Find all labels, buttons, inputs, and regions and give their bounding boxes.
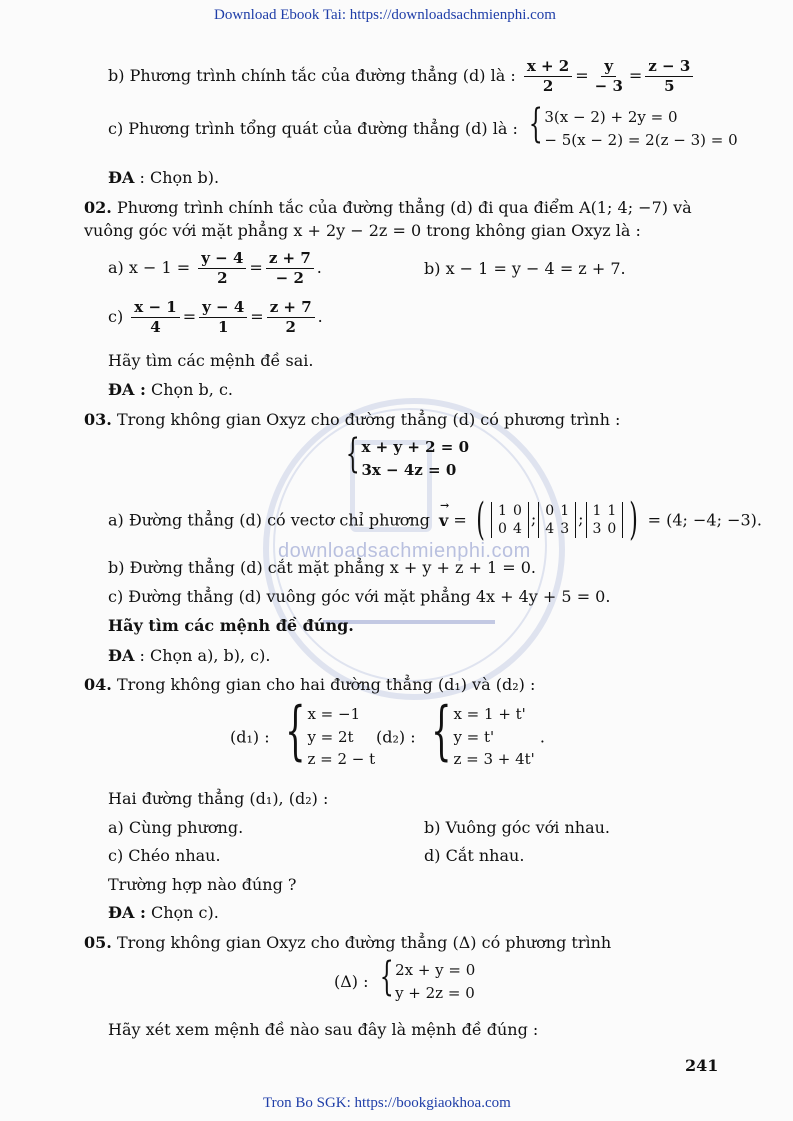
q02-a-frac2: $\frac{z + 7}{- 2}$ [266, 249, 314, 288]
q01-b-text: b) Phương trình chính tắc của đường thẳng (d) là : [108, 65, 516, 85]
q03-system: { x + y + 2 = 0 3x − 4z = 0 [345, 431, 470, 479]
q01-c-system: { 3(x − 2) + 2y = 0 − 5(x − 2) = 2(z − 3) = 0 [528, 101, 738, 149]
q02-c-frac3: $\frac{z + 7}{2}$ [267, 298, 315, 337]
q02-c-frac1: $\frac{x - 1}{4}$ [131, 298, 179, 337]
q01-b-frac1: $\frac{x + 2}{2}$ [524, 57, 572, 96]
q02-answer: ĐA : Chọn b, c. [108, 380, 233, 399]
q01-answer: ĐA : Chọn b). [108, 168, 220, 187]
q01-option-c [108, 101, 738, 151]
q03-option-c: c) Đường thẳng (d) vuông góc với mặt phẳng 4x + 4y + 5 = 0. [108, 587, 611, 606]
q05-system: (Δ) : { 2x + y = 0 y + 2z = 0 [334, 954, 476, 1002]
q04-question2: Trường hợp nào đúng ? [108, 875, 297, 894]
q02-question: Hãy tìm các mệnh đề sai. [108, 351, 314, 370]
footer-link[interactable]: Tron Bo SGK: https://bookgiaokhoa.com [263, 1095, 511, 1111]
q01-b-frac2: $\frac{y}{- 3}$ [594, 57, 623, 95]
det-3: 1 3 1 0 [586, 502, 624, 538]
q02-option-a: a) x − 1 = $\frac{y - 4}{2}$ = $\frac{z + 7}{- 2}$ . [108, 249, 322, 287]
q04-answer: ĐA : Chọn c). [108, 903, 219, 922]
q02-option-c: c) $\frac{x - 1}{4}$ = $\frac{y - 4}{1}$ = $\frac{z + 7}{2}$ . [108, 298, 323, 336]
q02-stem-line1: 02. Phương trình chính tắc của đường thẳng (d) đi qua điểm A(1; 4; −7) và [84, 198, 692, 217]
q02-option-b: b) x − 1 = y − 4 = z + 7. [424, 259, 626, 278]
q04-question1: Hai đường thẳng (d₁), (d₂) : [108, 789, 329, 808]
q03-option-b: b) Đường thẳng (d) cắt mặt phẳng x + y + z + 1 = 0. [108, 558, 536, 577]
q04-option-a: a) Cùng phương. [108, 818, 244, 837]
header-link[interactable]: Download Ebook Tai: https://downloadsachmienphi.com [214, 7, 556, 23]
vector-v: → v [438, 498, 450, 530]
det-2: 0 4 1 3 [538, 502, 576, 538]
q04-d1-system: (d₁) : { x = −1 y = 2t z = 2 − t [230, 694, 376, 768]
q04-stem: 04. Trong không gian cho hai đường thẳng (d₁) và (d₂) : [84, 675, 536, 694]
q02-c-frac2: $\frac{y - 4}{1}$ [199, 298, 247, 337]
q02-stem-line2: vuông góc với mặt phẳng x + 2y − 2z = 0 trong không gian Oxyz là : [84, 221, 641, 240]
q04-option-b: b) Vuông góc với nhau. [424, 818, 611, 837]
q03-question: Hãy tìm các mệnh đề đúng. [108, 616, 354, 635]
q04-option-c: c) Chéo nhau. [108, 846, 221, 865]
q03-answer: ĐA : Chọn a), b), c). [108, 646, 271, 665]
det-1: 1 0 0 4 [491, 502, 529, 538]
q01-b-frac3: $\frac{z - 3}{5}$ [645, 57, 693, 96]
q02-a-frac1: $\frac{y - 4}{2}$ [198, 249, 246, 288]
q03-option-a: a) Đường thẳng (d) có vectơ chỉ phương → v = ( 1 0 0 4 ; 0 4 1 3 ; 1 3 1 0 ) = (4; −4; −3). [108, 494, 762, 545]
watermark-text: downloadsachmienphi.com [278, 540, 531, 562]
q04-d2-system: (d₂) : { x = 1 + t' y = t' z = 3 + 4t' . [376, 694, 545, 768]
q03-stem: 03. Trong không gian Oxyz cho đường thẳng (d) có phương trình : [84, 410, 621, 429]
q05-stem: 05. Trong không gian Oxyz cho đường thẳng (Δ) có phương trình [84, 933, 612, 952]
q05-question: Hãy xét xem mệnh đề nào sau đây là mệnh đề đúng : [108, 1020, 539, 1039]
q04-option-d: d) Cắt nhau. [424, 846, 525, 865]
q01-option-b: b) Phương trình chính tắc của đường thẳng (d) là : $\frac{x + 2}{2}$ = $\frac{y}{- 3}$ = $\frac{z - 3}{5}$ [108, 57, 696, 96]
page-number: 241 [685, 1056, 719, 1075]
q01-c-text: c) Phương trình tổng quát của đường thẳng (d) là : [108, 119, 518, 138]
